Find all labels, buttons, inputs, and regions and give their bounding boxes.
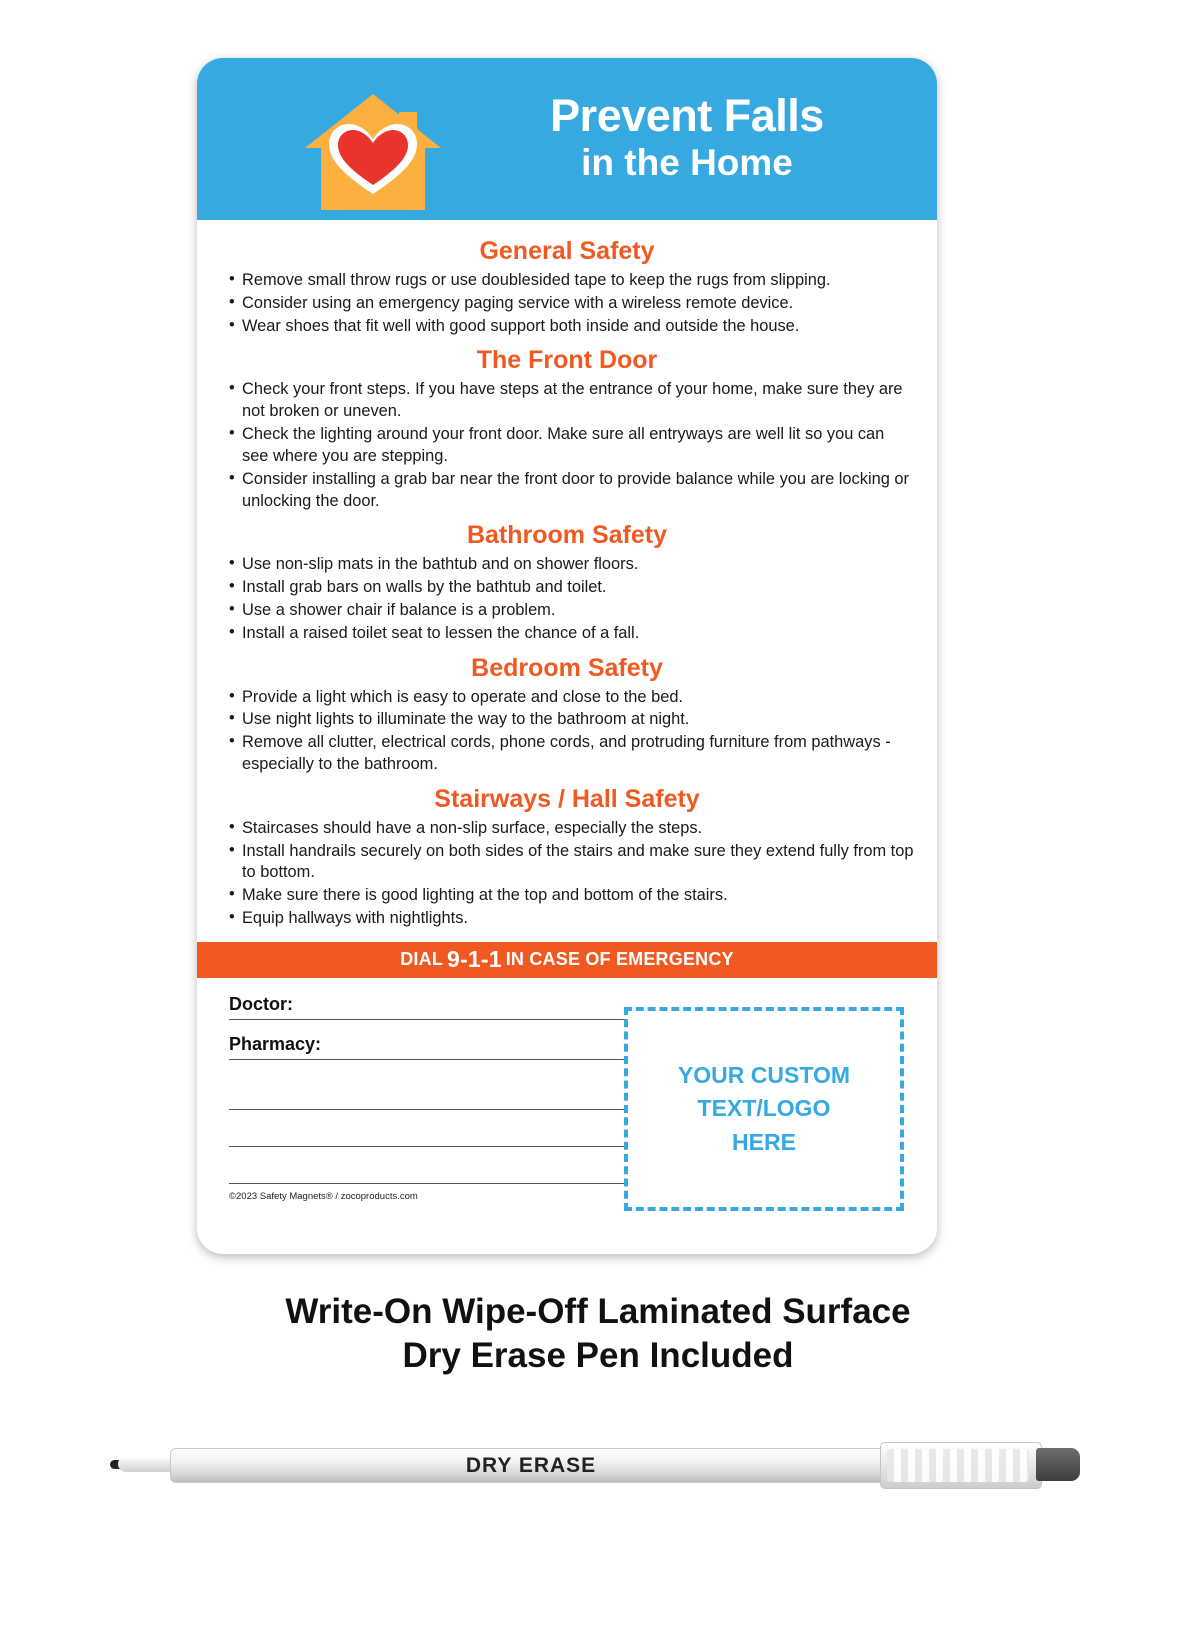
blank-write-line-3[interactable] bbox=[229, 1182, 627, 1184]
pen-tip bbox=[118, 1456, 174, 1472]
blank-write-line-1[interactable] bbox=[229, 1108, 627, 1110]
list-item: • Install a raised toilet seat to lessen the chance of a fall. bbox=[229, 623, 915, 645]
custom-logo-line-3: HERE bbox=[732, 1128, 796, 1155]
list-item: • Use non-slip mats in the bathtub and on shower floors. bbox=[229, 554, 915, 576]
bullet-list-general-safety bbox=[197, 270, 937, 337]
list-item: • Consider using an emergency paging service with a wireless remote device. bbox=[229, 293, 915, 315]
dry-erase-pen bbox=[110, 1432, 1090, 1496]
list-item: • Staircases should have a non-slip surface, especially the steps. bbox=[229, 818, 915, 840]
write-on-area bbox=[197, 978, 937, 1228]
custom-logo-line-1: YOUR CUSTOM bbox=[677, 1061, 851, 1088]
list-item: • Use a shower chair if balance is a problem. bbox=[229, 600, 915, 622]
promo-line-2: Dry Erase Pen Included bbox=[402, 1335, 794, 1375]
bullet-list-stairways-hall-safety bbox=[197, 818, 937, 930]
house-heart-icon bbox=[303, 90, 443, 212]
emergency-banner bbox=[197, 942, 937, 978]
list-item: • Equip hallways with nightlights. bbox=[229, 908, 915, 930]
list-item: • Check your front steps. If you have steps at the entrance of your home, make sure they are not broken or uneven. bbox=[229, 379, 915, 423]
list-item: • Make sure there is good lighting at the top and bottom of the stairs. bbox=[229, 885, 915, 907]
section-heading-bathroom-safety: Bathroom Safety bbox=[466, 521, 668, 550]
section-heading-general-safety: General Safety bbox=[479, 237, 655, 265]
list-item: • Remove all clutter, electrical cords, phone cords, and protruding furniture from pathways - especially to the bathroom. bbox=[229, 732, 915, 776]
list-item: • Check the lighting around your front door. Make sure all entryways are well lit so you can see where you are stepping. bbox=[229, 424, 915, 468]
emergency-number: 9-1-1 bbox=[447, 946, 502, 973]
section-heading-front-door: The Front Door bbox=[476, 346, 658, 375]
custom-logo-line-2: TEXT/LOGO bbox=[697, 1095, 831, 1122]
pen-label: DRY ERASE bbox=[465, 1453, 597, 1477]
list-item: • Install handrails securely on both sides of the stairs and make sure they extend fully from top to bottom. bbox=[229, 841, 915, 885]
bullet-list-front-door bbox=[197, 379, 937, 512]
pharmacy-field-label: Pharmacy: bbox=[229, 1033, 322, 1054]
page-title: Prevent Falls bbox=[550, 90, 824, 141]
doctor-field-label: Doctor: bbox=[229, 993, 293, 1014]
magnet-card bbox=[197, 58, 937, 1254]
emergency-suffix: IN CASE OF EMERGENCY bbox=[505, 949, 734, 970]
list-item: • Install grab bars on walls by the bathtub and toilet. bbox=[229, 577, 915, 599]
card-header bbox=[197, 58, 937, 220]
promo-text bbox=[0, 1290, 1196, 1378]
pen-cap-end bbox=[1036, 1448, 1080, 1481]
list-item: • Provide a light which is easy to operate and close to the bed. bbox=[229, 687, 915, 709]
promo-line-1: Write-On Wipe-Off Laminated Surface bbox=[285, 1292, 911, 1331]
pen-barrel bbox=[170, 1448, 892, 1483]
list-item: • Wear shoes that fit well with good support both inside and outside the house. bbox=[229, 316, 915, 338]
bullet-list-bathroom-safety bbox=[197, 554, 937, 644]
pen-grip bbox=[880, 1442, 1042, 1489]
page-subtitle: in the Home bbox=[581, 142, 793, 184]
pharmacy-write-line[interactable] bbox=[229, 1058, 627, 1060]
doctor-write-line[interactable] bbox=[229, 1018, 627, 1020]
card-title-group bbox=[457, 92, 917, 186]
blank-write-line-2[interactable] bbox=[229, 1145, 627, 1147]
list-item: • Remove small throw rugs or use doublesided tape to keep the rugs from slipping. bbox=[229, 270, 915, 292]
list-item: • Consider installing a grab bar near the front door to provide balance while you are locking or unlocking the door. bbox=[229, 469, 915, 513]
custom-logo-placeholder[interactable] bbox=[624, 1007, 904, 1211]
list-item: • Use night lights to illuminate the way to the bathroom at night. bbox=[229, 709, 915, 731]
copyright-text: ©2023 Safety Magnets® / zocoproducts.com bbox=[229, 1190, 418, 1202]
section-heading-stairways-hall-safety: Stairways / Hall Safety bbox=[434, 784, 700, 813]
section-heading-bedroom-safety: Bedroom Safety bbox=[471, 653, 663, 682]
bullet-list-bedroom-safety bbox=[197, 687, 937, 776]
card-body bbox=[197, 220, 937, 930]
emergency-prefix: DIAL bbox=[400, 949, 444, 970]
